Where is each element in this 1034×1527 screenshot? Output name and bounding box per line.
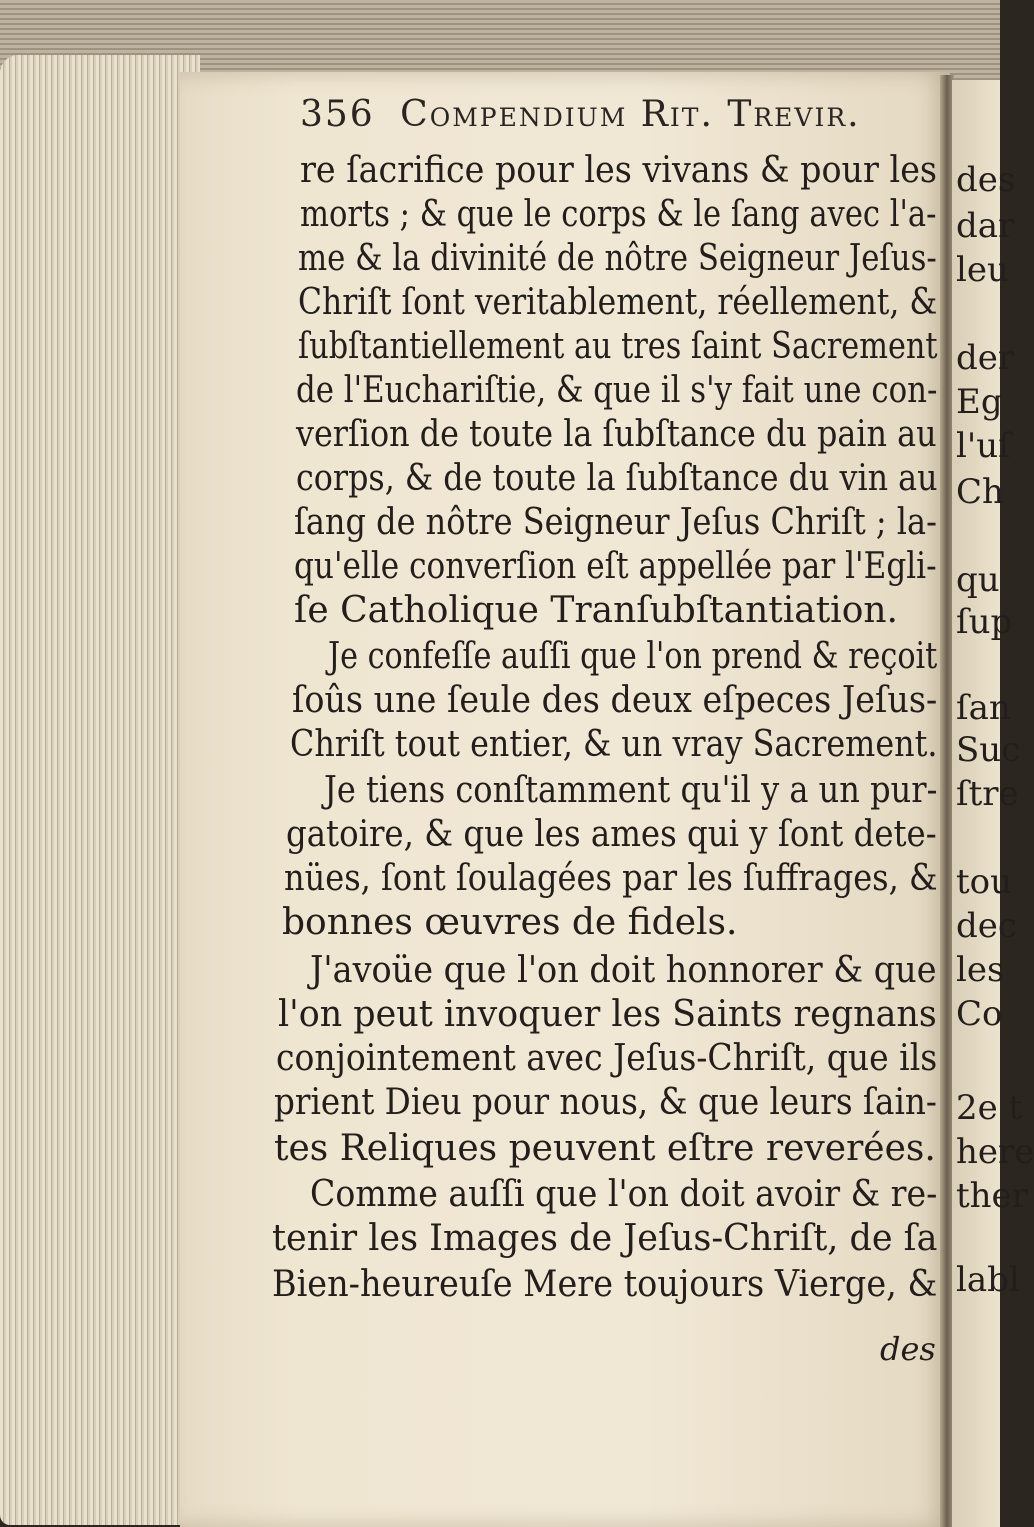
text-line: Chriſt tout entier, & un vray Sacrement. <box>290 724 938 765</box>
facing-fragment: here <box>956 1132 1034 1172</box>
facing-fragment: qu <box>956 560 1000 600</box>
text-line: verſion de toute la ſubſtance du pain au <box>296 414 937 455</box>
facing-fragment: Co <box>956 994 1003 1034</box>
text-line: nües, ſont ſoulagées par les ſuffrages, & <box>284 858 938 899</box>
facing-fragment: l'uſ <box>956 426 1011 466</box>
running-title: Compendium Rit. Trevir. <box>400 94 861 135</box>
text-line: Je tiens conſtamment qu'il y a un pur- <box>324 770 938 811</box>
facing-fragment: Suc <box>956 730 1021 770</box>
page-edges <box>0 55 200 1525</box>
facing-fragment: 2e t <box>956 1088 1023 1128</box>
text-line: tes Reliques peuvent eſtre reverées. <box>274 1128 936 1169</box>
text-line: de l'Euchariſtie, & que il s'y fait une con- <box>296 370 938 411</box>
text-line: ſubſtantiellement au tres ſaint Sacrement <box>298 326 938 367</box>
text-line: tenir les Images de Jeſus-Chriſt, de ſa <box>272 1218 938 1259</box>
facing-fragment: tou <box>956 862 1013 902</box>
text-line: morts ; & que le corps & le ſang avec l'a- <box>300 194 937 235</box>
facing-fragment: dec <box>956 906 1017 946</box>
text-line: ſe Catholique Tranſubſtantiation. <box>294 590 899 631</box>
text-line: bonnes œuvres de fidels. <box>282 902 738 943</box>
text-line: Chriſt ſont veritablement, réellement, & <box>298 282 938 323</box>
catchword: des <box>880 1330 936 1368</box>
running-head <box>300 94 940 135</box>
text-line: corps, & de toute la ſubſtance du vin au <box>296 458 938 499</box>
text-line: qu'elle converſion eſt appellée par l'Egli- <box>294 546 937 587</box>
text-line: J'avoüe que l'on doit honnorer & que <box>310 950 937 991</box>
facing-fragment: der <box>956 338 1015 378</box>
text-line: re ſacrifice pour les vivans & pour les <box>300 150 938 191</box>
facing-fragment: ther <box>956 1176 1028 1216</box>
facing-fragment: ſup <box>956 602 1013 642</box>
facing-fragment: ſan <box>956 688 1011 728</box>
right-page <box>952 80 1034 1527</box>
text-line: gatoire, & que les ames qui y ſont dete- <box>286 814 937 855</box>
text-line: Bien-heureuſe Mere toujours Vierge, & <box>272 1264 938 1305</box>
facing-fragment: ſtre <box>956 774 1019 814</box>
page-number: 356 <box>300 94 375 135</box>
text-line: prient Dieu pour nous, & que leurs ſain- <box>274 1082 937 1123</box>
text-line: Je confeſſe auſſi que l'on prend & reçoit <box>328 636 938 677</box>
text-line: me & la divinité de nôtre Seigneur Jeſus- <box>298 238 937 279</box>
text-line: conjointement avec Jeſus-Chriſt, que ils <box>276 1038 938 1079</box>
facing-fragment: dar <box>956 206 1015 246</box>
facing-fragment: labl <box>956 1260 1020 1300</box>
facing-fragment: Eg <box>956 382 1003 422</box>
text-line: l'on peut invoquer les Saints regnans <box>278 994 937 1035</box>
facing-fragment: les <box>956 950 1005 990</box>
text-line: Comme auſſi que l'on doit avoir & re- <box>310 1174 938 1215</box>
text-line: ſang de nôtre Seigneur Jeſus Chriſt ; la- <box>294 502 937 543</box>
text-line: ſoûs une ſeule des deux eſpeces Jeſus- <box>292 680 938 721</box>
facing-fragment: leu <box>956 250 1009 290</box>
facing-fragment: Ch <box>956 472 1004 512</box>
facing-fragment: des <box>956 160 1016 200</box>
